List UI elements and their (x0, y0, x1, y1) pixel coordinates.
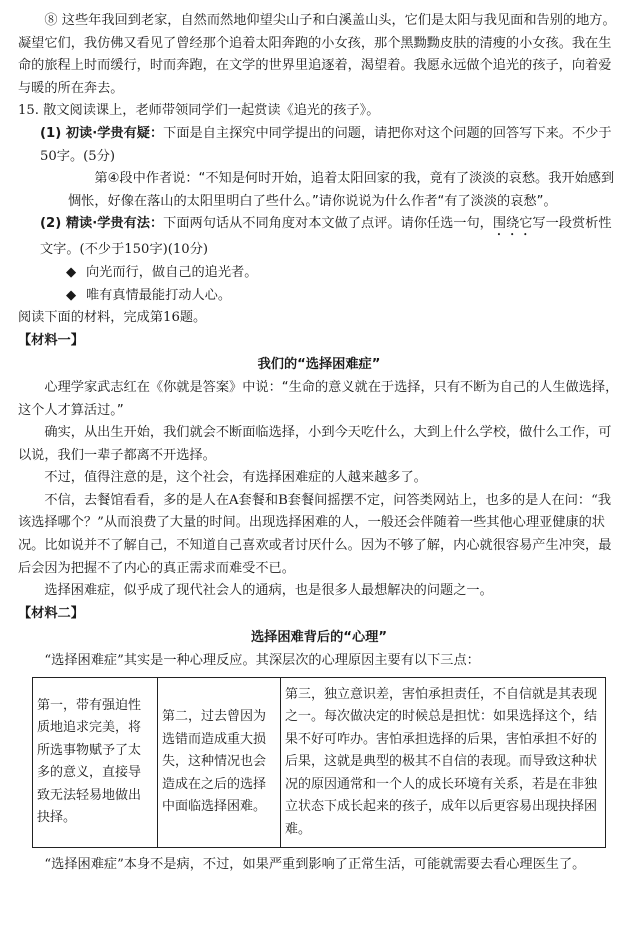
part-2-text-b: 写一段赏析性文字。(不少于150字)(10分) (40, 216, 612, 258)
cause-cell-3: 第三，独立意识差，害怕承担责任，不自信就是其表现之一。每次做决定的时候总是担忧：如果选择这个，结果不好可咋办。害怕承担选择的后果，害怕承担不好的后果，这就是典型的极其不自信的表现。而导致这种状况的原因通常和一个人的成长环境有关系，若是在非独立状态下成长起来的孩子，成年以后更容易出现抉择困难。 (281, 677, 606, 848)
cause-cell-1: 第一，带有强迫性质地追求完美，将所选事物赋予了太多的意义，直接导致无法轻易地做出抉择。 (33, 677, 158, 848)
material-1-title: 我们的“选择困难症” (257, 357, 381, 373)
question-15-intro: 15. 散文阅读课上，老师带领同学们一起赏读《追光的孩子》。 (18, 103, 380, 119)
diamond-icon: ◆ (66, 287, 77, 303)
bullet-item: ◆ 唯有真情最能打动人心。 (18, 285, 620, 308)
material-1-label: 【材料一】 (18, 332, 84, 348)
material-1-paragraph: 心理学家武志红在《你就是答案》中说：“生命的意义就在于选择，只有不断为自己的人生做选择，这个人才算活过。” (18, 379, 619, 418)
material-2-closing: “选择困难症”本身不是病，不过，如果严重到影响了正常生活，可能就需要去看心理医生了。 (44, 857, 586, 873)
paragraph-8: ⑧ 这些年我回到老家，自然而然地仰望尖山子和白溪盖山头，它们是太阳与我见面和告别的地方。凝望它们，我仿佛又看见了曾经那个追着太阳奔跑的小女孩，那个黑黝黝皮肤的清瘦的小女孩。我在生命的旅程上时而缓行，时而奔跑，在文学的世界里追逐着，渴望着。我愿永远做个追光的孩子，向着爱与暖的所在奔去。 (18, 13, 616, 96)
material-2-label: 【材料二】 (18, 605, 84, 621)
part-2-label: (2) 精读·学贵有法： (40, 216, 164, 232)
causes-table (32, 677, 606, 849)
part-1-text: 下面是自主探究中同学提出的问题，请把你对这个问题的回答写下来。不少于50字。(5分) (40, 125, 612, 164)
diamond-icon: ◆ (66, 264, 77, 280)
material-1-paragraph: 确实，从出生开始，我们就会不断面临选择，小到今天吃什么，大到上什么学校，做什么工作，可以说，我们一辈子都离不开选择。 (18, 425, 612, 463)
part-1-quote: 第④段中作者说：“不知是何时开始，追着太阳回家的我，竟有了淡淡的哀愁。我开始感到惆怅，好像在落山的太阳里明白了些什么。”请你说说为什么作者“有了淡淡的哀愁”。 (68, 171, 615, 209)
part-2-emphasis: 围绕它 (492, 216, 533, 232)
question-16-intro: 阅读下面的材料，完成第16题。 (18, 310, 207, 326)
material-1-paragraph: 不信，去餐馆看看，多的是人在A套餐和B套餐间摇摆不定，问答类网站上，也多的是人在问：“我该选择哪个？”从而浪费了大量的时间。出现选择困难的人，一般还会伴随着一些其他心理亚健康的状况。比如说并不了解自己，不知道自己喜欢或者讨厌什么。因为不够了解，内心就很容易产生冲突，最后会因为把握不了内心的真正需求而难受不已。 (18, 492, 612, 576)
part-2-text-a: 下面两句话从不同角度对本文做了点评。请你任选一句， (163, 216, 493, 232)
material-1-paragraph: 不过，值得注意的是，这个社会，有选择困难症的人越来越多了。 (44, 470, 427, 486)
cause-cell-2: 第二，过去曾因为选错而造成重大损失，这种情况也会造成在之后的选择中面临选择困难。 (158, 677, 281, 848)
bullet-item: ◆ 向光而行，做自己的追光者。 (18, 262, 620, 285)
question-15-part-2 (18, 213, 620, 262)
material-2-intro: “选择困难症”其实是一种心理反应。其深层次的心理原因主要有以下三点： (44, 653, 480, 669)
material-2-title: 选择困难背后的“心理” (250, 630, 388, 646)
material-1-paragraph: 选择困难症，似乎成了现代社会人的通病，也是很多人最想解决的问题之一。 (44, 583, 493, 599)
part-1-label: (1) 初读·学贵有疑： (40, 125, 164, 141)
table-row (33, 677, 606, 848)
question-15-part-1 (18, 123, 620, 168)
